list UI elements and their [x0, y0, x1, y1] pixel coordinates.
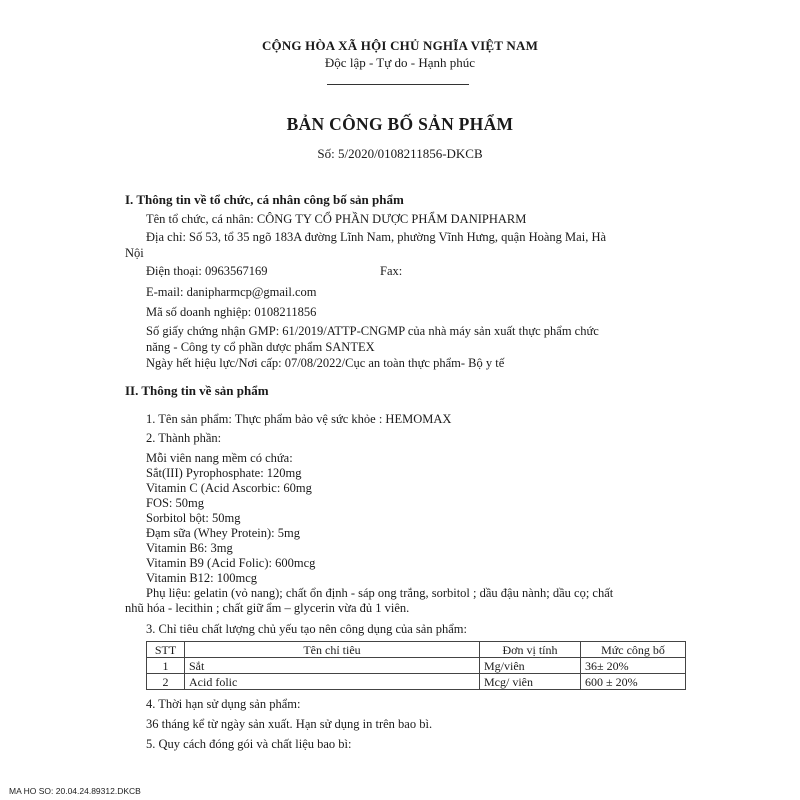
- ingredient-item: Sorbitol bột: 50mg: [146, 511, 241, 525]
- cell-unit: Mcg/ viên: [480, 674, 581, 690]
- ingredients-label: 2. Thành phần:: [146, 431, 222, 445]
- section1-heading: I. Thông tin về tổ chức, cá nhân công bố sản phẩm: [125, 192, 404, 207]
- address-line1: Địa chỉ: Số 53, tổ 35 ngõ 183A đường Lĩnh Nam, phường Vĩnh Hưng, quận Hoàng Mai, Hà: [146, 230, 607, 244]
- file-code: MA HO SO: 20.04.24.89312.DKCB: [9, 786, 141, 796]
- product-name: 1. Tên sản phẩm: Thực phẩm bảo vệ sức khỏe : HEMOMAX: [146, 412, 452, 426]
- cell-unit: Mg/viên: [480, 658, 581, 674]
- address-line2: Nội: [125, 246, 144, 260]
- ingredient-item: FOS: 50mg: [146, 496, 205, 510]
- col-declared-level: Mức công bố: [581, 642, 686, 658]
- cell-criteria: Acid folic: [185, 674, 480, 690]
- cell-declared-level: 36± 20%: [581, 658, 686, 674]
- quality-table: [146, 641, 686, 690]
- document-number: Số: 5/2020/0108211856-DKCB: [317, 146, 483, 161]
- table-row: [147, 674, 686, 690]
- ingredient-item: Sắt(III) Pyrophosphate: 120mg: [146, 466, 302, 480]
- gmp-line2: năng - Công ty cổ phần dược phẩm SANTEX: [146, 340, 375, 354]
- phone: Điện thoại: 0963567169: [146, 264, 268, 278]
- ingredient-item: Vitamin C (Acid Ascorbic: 60mg: [146, 481, 312, 495]
- cell-stt: 2: [147, 674, 185, 690]
- email: E-mail: danipharmcp@gmail.com: [146, 285, 317, 299]
- cell-stt: 1: [147, 658, 185, 674]
- quality-label: 3. Chỉ tiêu chất lượng chủ yếu tạo nên công dụng của sản phẩm:: [146, 622, 467, 636]
- excipients-line1: Phụ liệu: gelatin (vỏ nang); chất ổn định - sáp ong trắng, sorbitol ; dầu đậu nành; dầu cọ; chất: [146, 586, 614, 600]
- col-stt: STT: [147, 642, 185, 658]
- fax: Fax:: [380, 264, 403, 278]
- cell-declared-level: 600 ± 20%: [581, 674, 686, 690]
- table-header-row: [147, 642, 686, 658]
- excipients-line2: nhũ hóa - lecithin ; chất giữ ẩm – glycerin vừa đủ 1 viên.: [125, 601, 410, 615]
- ingredient-item: Vitamin B9 (Acid Folic): 600mcg: [146, 556, 316, 570]
- org-name: Tên tổ chức, cá nhân: CÔNG TY CỔ PHẦN DƯỢC PHẨM DANIPHARM: [146, 212, 527, 226]
- ingredient-item: Vitamin B6: 3mg: [146, 541, 233, 555]
- table-row: [147, 658, 686, 674]
- document-title: BẢN CÔNG BỐ SẢN PHẨM: [286, 114, 514, 134]
- national-title: CỘNG HÒA XÃ HỘI CHỦ NGHĨA VIỆT NAM: [261, 38, 539, 53]
- section2-heading: II. Thông tin về sản phẩm: [125, 383, 269, 398]
- ingredient-item: Vitamin B12: 100mcg: [146, 571, 258, 585]
- shelf-life-value: 36 tháng kể từ ngày sản xuất. Hạn sử dụng in trên bao bì.: [146, 717, 433, 731]
- business-code: Mã số doanh nghiệp: 0108211856: [146, 305, 317, 319]
- gmp-line1: Số giấy chứng nhận GMP: 61/2019/ATTP-CNGMP của nhà máy sản xuất thực phẩm chức: [146, 324, 599, 338]
- national-motto: Độc lập - Tự do - Hạnh phúc: [324, 55, 476, 70]
- packaging-label: 5. Quy cách đóng gói và chất liệu bao bì:: [146, 737, 352, 751]
- gmp-expiry: Ngày hết hiệu lực/Nơi cấp: 07/08/2022/Cục an toàn thực phẩm- Bộ y tế: [146, 356, 505, 370]
- ingredients-intro: Mỗi viên nang mềm có chứa:: [146, 451, 293, 465]
- ingredient-item: Đạm sữa (Whey Protein): 5mg: [146, 526, 300, 540]
- header-divider: [327, 84, 469, 85]
- col-criteria: Tên chỉ tiêu: [185, 642, 480, 658]
- cell-criteria: Sắt: [185, 658, 480, 674]
- col-unit: Đơn vị tính: [480, 642, 581, 658]
- shelf-life-label: 4. Thời hạn sử dụng sản phẩm:: [146, 697, 301, 711]
